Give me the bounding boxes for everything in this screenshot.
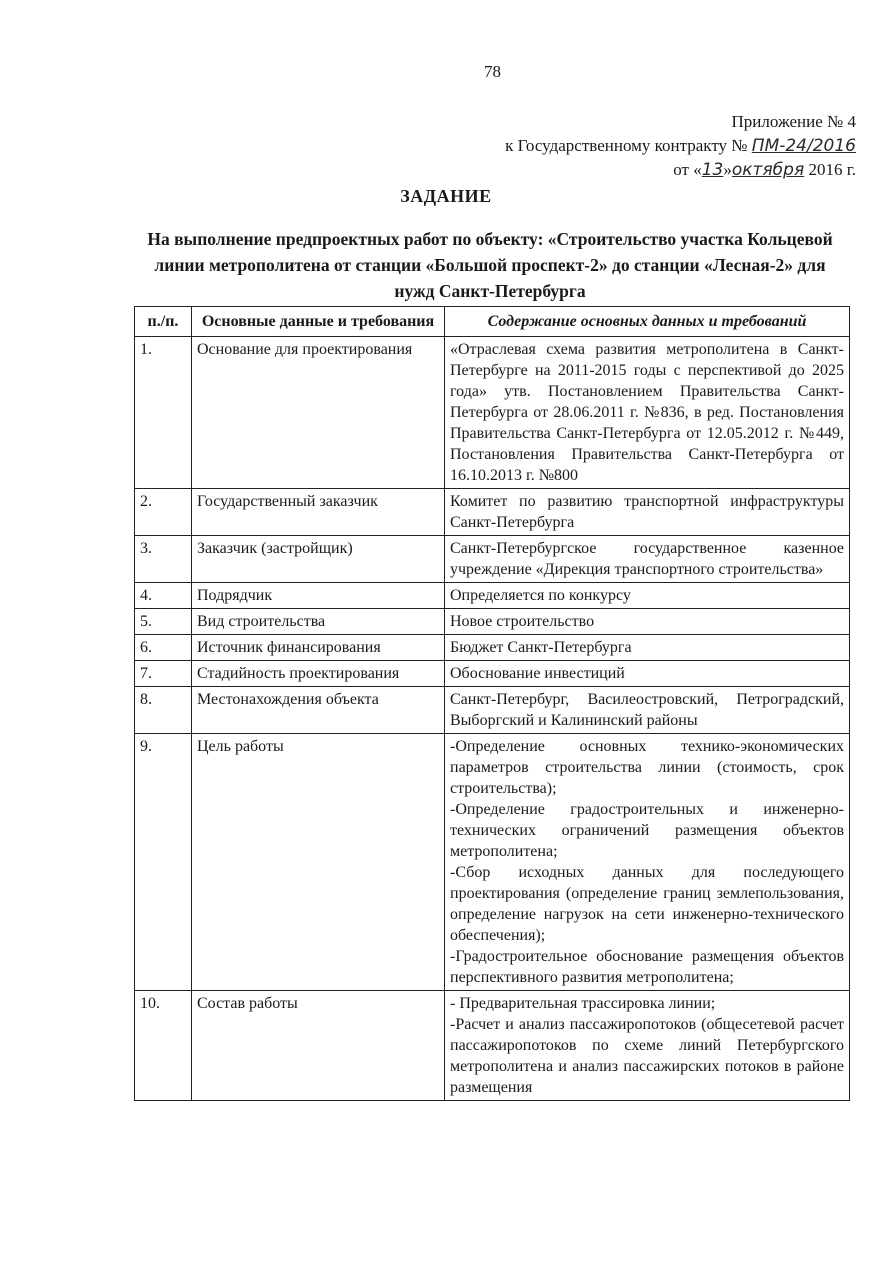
appendix-header: [505, 110, 856, 182]
table-header-row: [135, 307, 850, 337]
table-row: 2. Государственный заказчик Комитет по развитию транспортной инфраструктуры Санкт-Петербурга: [135, 489, 850, 536]
table-row: 7. Стадийность проектирования Обоснование инвестиций: [135, 661, 850, 687]
table-row: 6. Источник финансирования Бюджет Санкт-Петербурга: [135, 635, 850, 661]
table-row: 1. Основание для проектирования «Отраслевая схема развития метрополитена в Санкт-Петербурге на 2011-2015 годы с перспективой до 2025 года» утв. Постановлением Правительства Санкт-Петербурга от 28.06.2011 г. №836, в ред. Постановления Правительства Санкт-Петербурга от 12.05.2012 г. №449, Постановления Правительства Санкт-Петербурга от 16.10.2013 г. №800: [135, 337, 850, 489]
contract-date: от «13»октября 2016 г.: [673, 160, 856, 180]
contract-number: ПМ-24/2016: [751, 136, 856, 156]
header-content: Содержание основных данных и требований: [445, 307, 850, 337]
header-data: Основные данные и требования: [192, 307, 445, 337]
contract-reference: к Государственному контракту № ПМ-24/2016: [505, 136, 856, 156]
date-day: 13: [701, 160, 724, 180]
table-row: 3. Заказчик (застройщик) Санкт-Петербургское государственное казенное учреждение «Дирекция транспортного строительства»: [135, 536, 850, 583]
document-title: ЗАДАНИЕ: [400, 186, 492, 206]
table-row: 10. Состав работы - Предварительная трассировка линии; -Расчет и анализ пассажиропотоков (общесетевой расчет пассажиропотоков по схеме линий Петербургского метрополитена и анализ пассажирских потоков в районе размещения: [135, 991, 850, 1101]
page-number: 78: [484, 62, 501, 81]
header-number: п./п.: [135, 307, 192, 337]
requirements-table: [134, 306, 850, 1101]
appendix-number: Приложение № 4: [731, 112, 856, 131]
table-row: 5. Вид строительства Новое строительство: [135, 609, 850, 635]
document-subtitle: На выполнение предпроектных работ по объекту: «Строительство участка Кольцевой линии метрополитена от станции «Большой проспект-2» до станции «Лесная-2» для нужд Санкт-Петербурга: [147, 229, 833, 301]
table-row: 4. Подрядчик Определяется по конкурсу: [135, 583, 850, 609]
table-row: 9. Цель работы -Определение основных технико-экономических параметров строительства линии (стоимость, срок строительства); -Определение градостроительных и инженерно-технических ограничений размещения объектов метрополитена; -Сбор исходных данных для последующего проектирования (определение границ землепользования, определение нагрузок на сети инженерно-технического обеспечения); -Градостроительное обоснование размещения объектов перспективного развития метрополитена;: [135, 734, 850, 991]
table-row: 8. Местонахождения объекта Санкт-Петербург, Василеостровский, Петроградский, Выборгский и Калининский районы: [135, 687, 850, 734]
date-month: октября: [731, 160, 805, 180]
